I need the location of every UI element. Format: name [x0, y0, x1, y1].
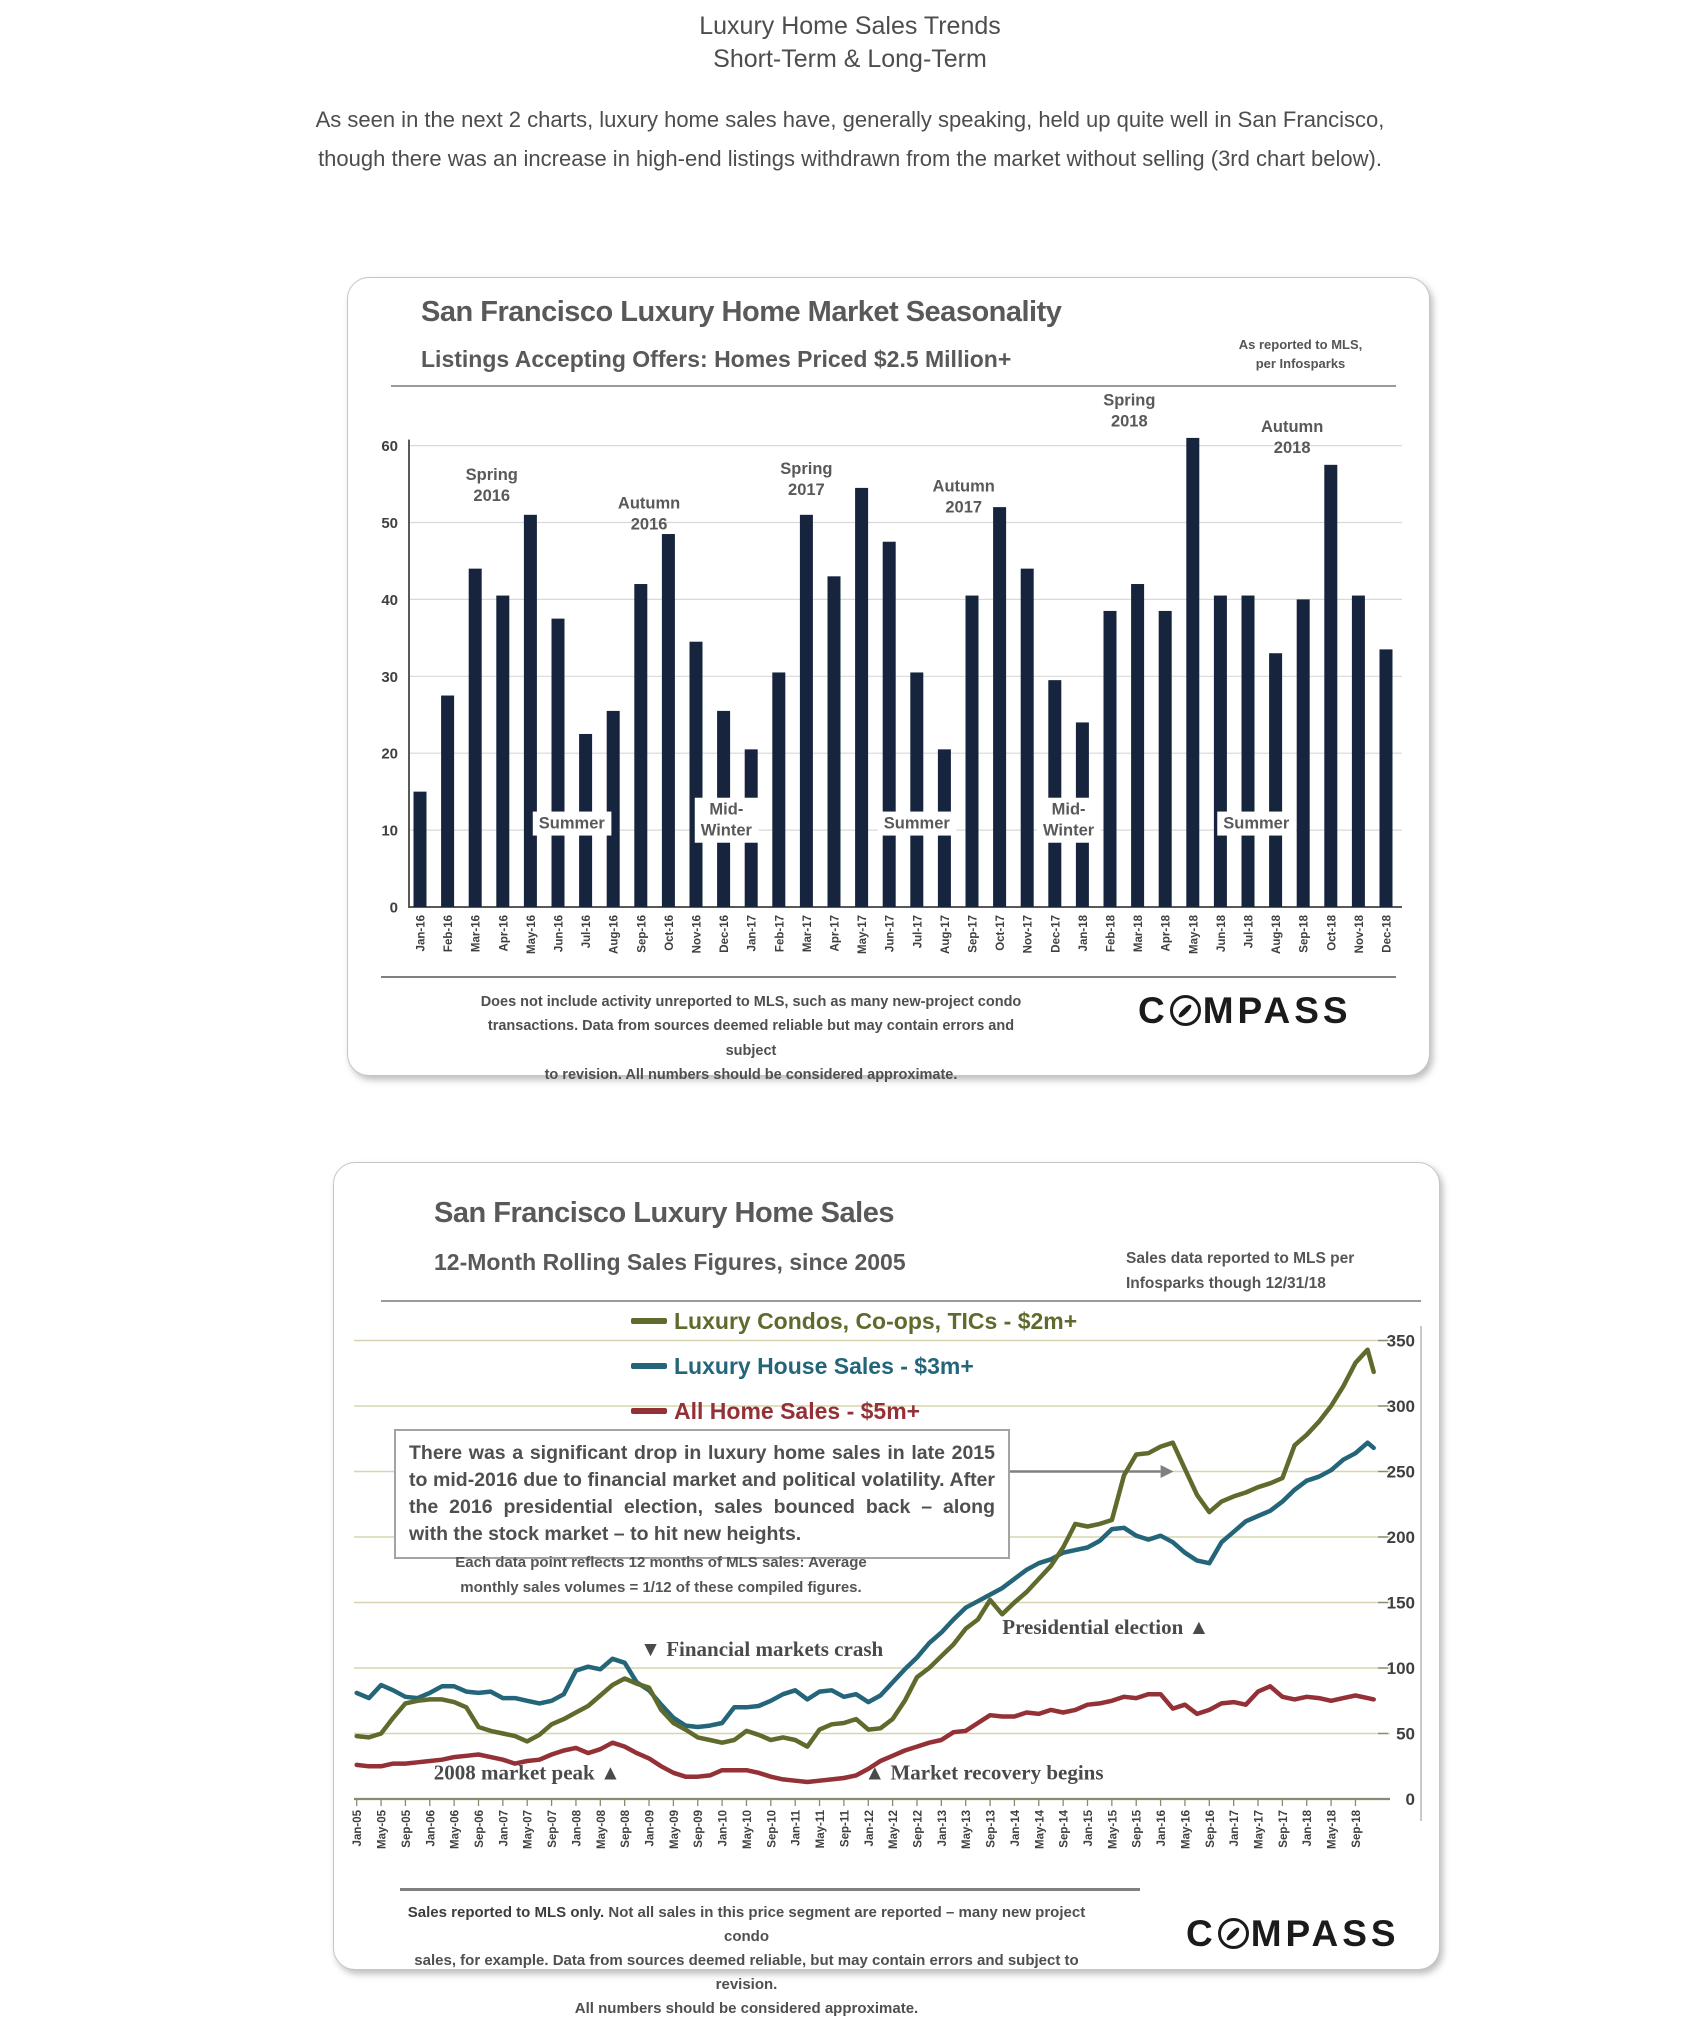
svg-text:May-16: May-16 — [1180, 1810, 1193, 1849]
svg-text:20: 20 — [381, 745, 398, 763]
houses-series-label: Luxury House Sales - $3m+ — [674, 1352, 974, 1379]
svg-text:May-17: May-17 — [1253, 1810, 1266, 1849]
svg-text:Nov-16: Nov-16 — [691, 915, 704, 954]
svg-text:Dec-16: Dec-16 — [719, 915, 732, 953]
svg-text:Jan-08: Jan-08 — [571, 1810, 584, 1847]
svg-text:Oct-16: Oct-16 — [663, 915, 676, 951]
svg-text:May-16: May-16 — [525, 915, 538, 954]
svg-text:Oct-18: Oct-18 — [1326, 915, 1339, 951]
svg-text:May-12: May-12 — [888, 1810, 901, 1849]
svg-text:Sep-11: Sep-11 — [839, 1810, 852, 1848]
svg-text:Sep-14: Sep-14 — [1058, 1810, 1071, 1848]
chart2-subtitle: 12-Month Rolling Sales Figures, since 2005 — [434, 1249, 906, 1275]
svg-text:Jun-18: Jun-18 — [1215, 915, 1228, 953]
seasonality-chart — [348, 278, 1429, 1075]
svg-text:May-06: May-06 — [449, 1810, 462, 1849]
svg-text:Aug-18: Aug-18 — [1271, 915, 1284, 954]
luxury-sales-chart-card — [333, 1162, 1440, 2017]
svg-text:May-05: May-05 — [376, 1810, 389, 1849]
svg-text:Jan-10: Jan-10 — [717, 1810, 730, 1847]
svg-text:Jan-05: Jan-05 — [352, 1810, 365, 1847]
svg-text:Jan-15: Jan-15 — [1083, 1810, 1095, 1847]
svg-text:150: 150 — [1386, 1593, 1415, 1613]
svg-text:Sep-05: Sep-05 — [400, 1810, 413, 1848]
svg-text:May-08: May-08 — [595, 1810, 608, 1849]
svg-text:Mar-18: Mar-18 — [1133, 915, 1146, 953]
svg-text:Apr-16: Apr-16 — [498, 915, 511, 952]
chart1-title: San Francisco Luxury Home Market Seasonality — [421, 296, 1062, 328]
svg-text:50: 50 — [381, 515, 398, 532]
svg-text:Mid-Winter: Mid-Winter — [700, 800, 752, 840]
svg-text:May-07: May-07 — [522, 1810, 535, 1849]
datapoint-note: Each data point reflects 12 months of MLS sales: Average monthly sales volumes = 1/12 of these compiled figures. — [455, 1554, 867, 1596]
svg-text:Sep-15: Sep-15 — [1131, 1810, 1144, 1848]
chart2-header-rule — [381, 1300, 1421, 1302]
page-title — [0, 10, 1700, 76]
svg-text:Jun-17: Jun-17 — [884, 915, 897, 953]
svg-text:Jan-14: Jan-14 — [1009, 1810, 1022, 1847]
svg-text:▼ Financial markets crash: ▼ Financial markets crash — [640, 1637, 884, 1662]
legend-item-all-homes — [631, 1394, 920, 1428]
svg-text:Aug-17: Aug-17 — [939, 915, 952, 954]
svg-text:10: 10 — [381, 822, 398, 840]
page-title-line1: Luxury Home Sales Trends — [699, 12, 1001, 40]
svg-text:Sep-12: Sep-12 — [912, 1810, 925, 1848]
svg-text:Dec-18: Dec-18 — [1381, 915, 1394, 953]
chart1-header-rule — [391, 385, 1396, 387]
legend-item-condos — [631, 1304, 1077, 1338]
svg-text:0: 0 — [389, 899, 398, 917]
svg-text:Jan-12: Jan-12 — [863, 1810, 876, 1847]
svg-text:Summer: Summer — [883, 814, 950, 833]
svg-text:Feb-17: Feb-17 — [774, 915, 787, 953]
svg-text:Jan-06: Jan-06 — [425, 1810, 438, 1847]
compass-o-icon — [1170, 995, 1201, 1026]
svg-text:Sep-17: Sep-17 — [967, 915, 980, 953]
svg-text:Jan-17: Jan-17 — [746, 915, 759, 952]
svg-text:Autumn2017: Autumn 2017 — [932, 477, 995, 517]
svg-text:30: 30 — [381, 668, 398, 686]
svg-text:Jan-16: Jan-16 — [1156, 1810, 1169, 1847]
chart2-source-note: Sales data reported to MLS per Infosparks though 12/31/18 — [1126, 1250, 1355, 1292]
svg-text:Spring2017: Spring 2017 — [780, 460, 833, 500]
svg-text:350: 350 — [1386, 1331, 1415, 1351]
svg-text:Sep-06: Sep-06 — [474, 1810, 486, 1848]
commentary-textbox: There was a significant drop in luxury home sales in late 2015 to mid-2016 due to financial market and political volatility. After the 2016 presidential election, sales bounced back – along with the stock market – to hit new heights. — [394, 1429, 1010, 1559]
svg-text:Spring2016: Spring 2016 — [465, 466, 518, 506]
svg-text:Jul-18: Jul-18 — [1243, 915, 1256, 949]
svg-text:Feb-18: Feb-18 — [1105, 915, 1118, 953]
svg-text:250: 250 — [1386, 1462, 1415, 1482]
svg-text:0: 0 — [1405, 1790, 1415, 1809]
intro-paragraph — [0, 100, 1700, 178]
svg-text:May-10: May-10 — [741, 1810, 754, 1849]
legend-item-houses — [631, 1349, 974, 1383]
svg-text:50: 50 — [1396, 1724, 1415, 1744]
svg-text:Sep-17: Sep-17 — [1277, 1810, 1290, 1848]
svg-text:Jan-17: Jan-17 — [1229, 1810, 1242, 1847]
all-homes-series-swatch — [631, 1408, 667, 1414]
svg-text:300: 300 — [1386, 1397, 1415, 1416]
svg-text:May-11: May-11 — [815, 1810, 828, 1849]
svg-text:Nov-18: Nov-18 — [1353, 915, 1366, 954]
svg-text:Nov-17: Nov-17 — [1022, 915, 1035, 954]
svg-text:Apr-18: Apr-18 — [1160, 915, 1173, 952]
chart2-footer-divider — [400, 1888, 1140, 1891]
svg-text:Oct-17: Oct-17 — [995, 915, 1008, 951]
svg-text:Mid-Winter: Mid-Winter — [1043, 800, 1095, 840]
svg-text:Jan-13: Jan-13 — [936, 1810, 949, 1847]
condos-series-label: Luxury Condos, Co-ops, TICs - $2m+ — [674, 1307, 1078, 1334]
svg-text:Apr-17: Apr-17 — [829, 915, 842, 952]
svg-text:May-13: May-13 — [961, 1810, 974, 1849]
svg-text:Autumn2018: Autumn 2018 — [1260, 417, 1324, 457]
svg-text:Feb-16: Feb-16 — [443, 915, 456, 953]
seasonality-chart-card — [347, 277, 1430, 1084]
chart2-title: San Francisco Luxury Home Sales — [434, 1197, 894, 1229]
svg-text:Sep-10: Sep-10 — [766, 1810, 779, 1848]
svg-text:Autumn2016: Autumn 2016 — [617, 494, 681, 534]
chart1-source-note: As reported to MLS, per Infosparks — [1238, 337, 1363, 371]
condos-series-swatch — [631, 1318, 667, 1324]
svg-text:Jan-18: Jan-18 — [1302, 1810, 1315, 1847]
chart2-footnote: Sales reported to MLS only. Not all sales in this price segment are reported – many new project condo sales, for example. Data from sources deemed reliable, but may contain errors and subject to revision. All numbers should be considered approximate. — [407, 1904, 1086, 2017]
svg-text:Sep-13: Sep-13 — [985, 1810, 998, 1848]
svg-text:100: 100 — [1386, 1659, 1415, 1678]
svg-text:Mar-17: Mar-17 — [801, 915, 814, 953]
svg-text:May-15: May-15 — [1107, 1810, 1120, 1849]
svg-text:May-09: May-09 — [668, 1810, 681, 1849]
svg-text:Summer: Summer — [1223, 814, 1290, 833]
svg-text:Jan-18: Jan-18 — [1077, 915, 1090, 952]
svg-text:Jan-07: Jan-07 — [498, 1810, 511, 1847]
svg-text:Sep-08: Sep-08 — [620, 1810, 633, 1848]
svg-text:Sep-09: Sep-09 — [693, 1810, 706, 1848]
all-homes-series-label: All Home Sales - $5m+ — [674, 1397, 921, 1424]
svg-text:Sep-18: Sep-18 — [1298, 915, 1311, 953]
svg-text:May-18: May-18 — [1326, 1810, 1339, 1849]
svg-text:▲ Market recovery begins: ▲ Market recovery begins — [864, 1760, 1104, 1785]
svg-text:60: 60 — [381, 438, 398, 456]
intro-line1: As seen in the next 2 charts, luxury home sales have, generally speaking, held up quite well in San Francisco, — [315, 107, 1385, 132]
intro-line2: though there was an increase in high-end listings withdrawn from the market without selling (3rd chart below). — [318, 146, 1382, 172]
svg-text:Sep-16: Sep-16 — [636, 915, 649, 953]
compass-logo: C MPASS — [1186, 1913, 1400, 1954]
svg-text:Jul-16: Jul-16 — [581, 915, 594, 949]
svg-text:40: 40 — [381, 591, 398, 609]
houses-series-swatch — [631, 1363, 667, 1369]
svg-text:2008 market peak ▲: 2008 market peak ▲ — [433, 1760, 621, 1785]
compass-logo: C MPASS — [1138, 990, 1352, 1031]
svg-text:Jan-09: Jan-09 — [644, 1810, 657, 1847]
svg-text:Mar-16: Mar-16 — [470, 915, 483, 953]
svg-text:Sep-16: Sep-16 — [1204, 1810, 1217, 1848]
svg-text:Sep-18: Sep-18 — [1350, 1810, 1363, 1848]
svg-text:Jul-17: Jul-17 — [912, 915, 925, 949]
svg-text:Spring2018: Spring 2018 — [1103, 391, 1156, 431]
svg-text:Aug-16: Aug-16 — [608, 915, 621, 954]
page-title-line2: Short-Term & Long-Term — [713, 45, 987, 73]
svg-text:May-14: May-14 — [1034, 1810, 1047, 1849]
chart1-footnote: Does not include activity unreported to MLS, such as many new-project condo transactions. Data from sources deemed reliable but may contain errors and subject to revision. All numbers should be considered approximate. — [480, 994, 1022, 1084]
svg-text:Sep-07: Sep-07 — [547, 1810, 560, 1848]
svg-text:Dec-17: Dec-17 — [1050, 915, 1063, 953]
svg-text:May-17: May-17 — [857, 915, 870, 954]
svg-text:May-18: May-18 — [1188, 915, 1201, 954]
svg-text:Summer: Summer — [538, 814, 605, 833]
chart1-footer-divider — [381, 976, 1396, 978]
svg-text:200: 200 — [1386, 1528, 1415, 1547]
chart1-subtitle: Listings Accepting Offers: Homes Priced $2.5 Million+ — [421, 346, 1012, 372]
svg-text:Jan-11: Jan-11 — [790, 1810, 803, 1846]
svg-text:Jun-16: Jun-16 — [553, 915, 566, 953]
svg-text:Presidential election ▲: Presidential election ▲ — [1002, 1614, 1210, 1639]
compass-o-icon — [1218, 1918, 1249, 1949]
svg-text:Jan-16: Jan-16 — [415, 915, 428, 952]
